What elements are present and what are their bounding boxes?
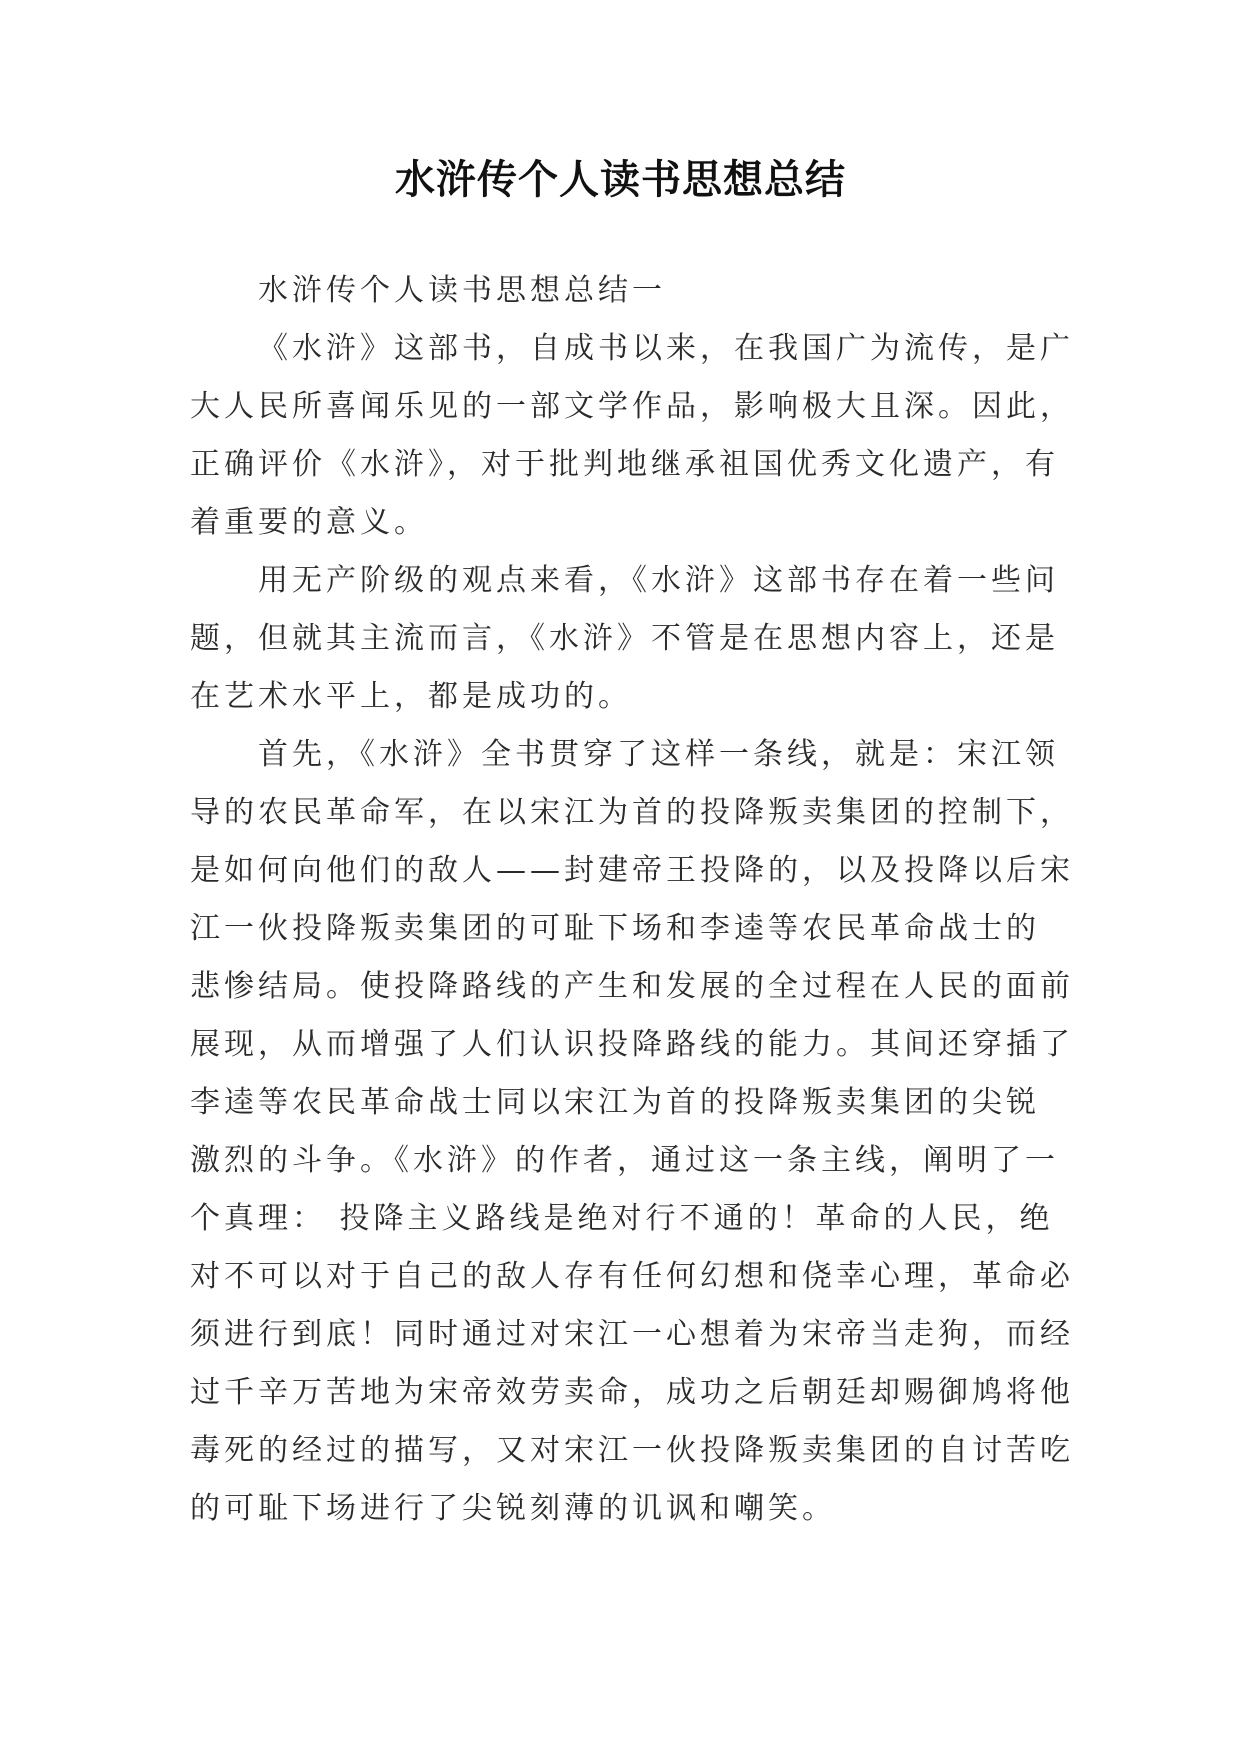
section-heading xyxy=(190,262,1070,320)
text-line: 是如何向他们的敌人——封建帝王投降的，以及投降以后宋 xyxy=(190,853,1074,888)
text-line: 须进行到底！同时通过对宋江一心想着为宋帝当走狗，而经 xyxy=(190,1317,1074,1352)
text-line: 激烈的斗争。《水浒》的作者，通过这一条主线，阐明了一 xyxy=(190,1143,1059,1178)
text-line: 江一伙投降叛卖集团的可耻下场和李逵等农民革命战士的 xyxy=(190,911,1040,946)
text-line: 着重要的意义。 xyxy=(190,505,428,540)
text-line: 在艺术水平上，都是成功的。 xyxy=(190,679,632,714)
text-line: 过千辛万苦地为宋帝效劳卖命，成功之后朝廷却赐御鸠将他 xyxy=(190,1375,1074,1410)
text-line: 题，但就其主流而言，《水浒》不管是在思想内容上，还是 xyxy=(190,621,1059,656)
text-line: 展现，从而增强了人们认识投降路线的能力。其间还穿插了 xyxy=(190,1027,1074,1062)
text-line: 导的农民革命军，在以宋江为首的投降叛卖集团的控制下， xyxy=(190,795,1074,830)
text-line: 正确评价《水浒》，对于批判地继承祖国优秀文化遗产，有 xyxy=(190,447,1059,482)
document-body xyxy=(190,262,1074,1538)
text-line: 的可耻下场进行了尖锐刻薄的讥讽和嘲笑。 xyxy=(190,1491,836,1526)
paragraph xyxy=(190,320,1074,552)
text-line: 用无产阶级的观点来看，《水浒》这部书存在着一些问 xyxy=(258,563,1059,598)
text-line: 水浒传个人读书思想总结一 xyxy=(258,273,666,308)
text-line: 大人民所喜闻乐见的一部文学作品，影响极大且深。因此， xyxy=(190,389,1074,424)
text-line: 首先，《水浒》全书贯穿了这样一条线，就是：宋江领 xyxy=(258,737,1059,772)
text-line: 李逵等农民革命战士同以宋江为首的投降叛卖集团的尖锐 xyxy=(190,1085,1040,1120)
text-line: 《水浒》这部书，自成书以来，在我国广为流传，是广 xyxy=(258,331,1074,366)
paragraph xyxy=(190,552,1070,726)
text-line: 对不可以对于自己的敌人存有任何幻想和侥幸心理，革命必 xyxy=(190,1259,1074,1294)
document-title: 水浒传个人读书思想总结 xyxy=(395,157,846,203)
paragraph xyxy=(190,726,1074,1538)
text-line: 悲惨结局。使投降路线的产生和发展的全过程在人民的面前 xyxy=(190,969,1074,1004)
text-line: 个真理： 投降主义路线是绝对行不通的！革命的人民，绝 xyxy=(190,1201,1054,1236)
text-line: 毒死的经过的描写，又对宋江一伙投降叛卖集团的自讨苦吃 xyxy=(190,1433,1074,1468)
